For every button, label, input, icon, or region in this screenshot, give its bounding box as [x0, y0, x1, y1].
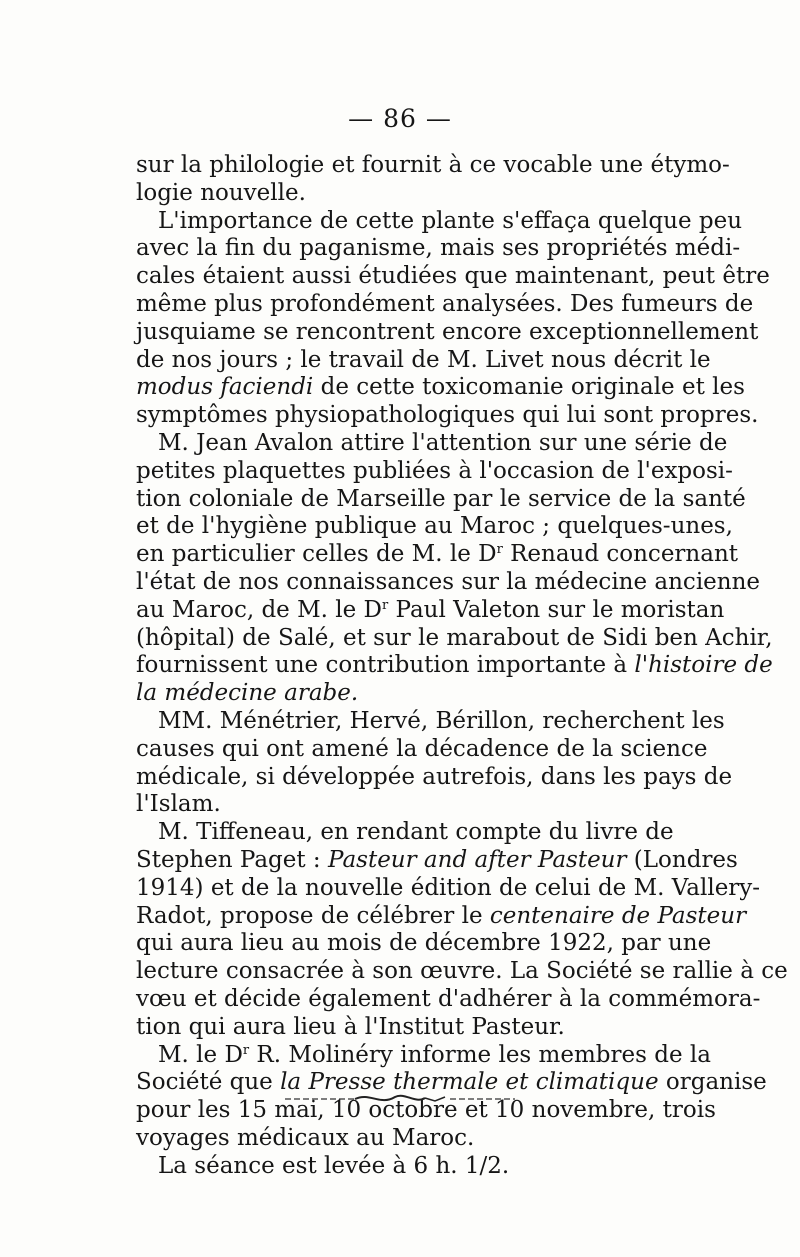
text-line: Stephen Paget : Pasteur and after Pasteur (Londres [136, 846, 738, 873]
text-line: de nos jours ; le travail de M. Livet nous décrit le [136, 346, 711, 373]
text-line: cales étaient aussi étudiées que maintenant, peut être [136, 263, 770, 290]
text-line: pour les 15 mai, 10 octobre et 10 novembre, trois [136, 1097, 716, 1124]
text-line: et de l'hygiène publique au Maroc ; quelques-unes, [136, 513, 733, 540]
text-line: qui aura lieu au mois de décembre 1922, par une [136, 930, 712, 957]
text-line: voyages médicaux au Maroc. [136, 1124, 475, 1151]
text-line: L'importance de cette plante s'effaça quelque peu [158, 207, 743, 234]
text-line: l'état de nos connaissances sur la médecine ancienne [136, 568, 761, 595]
text-line: tion coloniale de Marseille par le service de la santé [136, 485, 746, 512]
text-line: M. Jean Avalon attire l'attention sur une série de [158, 429, 728, 456]
text-line: M. le $D^r$ R. Molinéry informe les membres de la [158, 1041, 711, 1068]
end-ornament [285, 1092, 515, 1106]
body-text [136, 152, 788, 1180]
text-line: vœu et décide également d'adhérer à la commémora- [136, 985, 761, 1012]
text-line: Radot, propose de célébrer le centenaire de Pasteur [136, 902, 747, 929]
text-line: petites plaquettes publiées à l'occasion de l'exposi- [136, 457, 733, 484]
text-line: logie nouvelle. [136, 179, 306, 206]
text-line: lecture consacrée à son œuvre. La Société se rallie à ce [136, 958, 788, 985]
text-line: M. Tiffeneau, en rendant compte du livre de [158, 819, 674, 846]
text-line: symptômes physiopathologiques qui lui sont propres. [136, 402, 759, 429]
text-line: au Maroc, de M. le $D^r$ Paul Valeton sur le moristan [136, 596, 725, 623]
text-line: 1914) et de la nouvelle édition de celui de M. Vallery- [136, 874, 761, 901]
text-line: même plus profondément analysées. Des fumeurs de [136, 290, 754, 317]
text-line: La séance est levée à 6 h. 1/2. [158, 1152, 510, 1179]
text-line: MM. Ménétrier, Hervé, Bérillon, recherchent les [158, 707, 725, 734]
text-line: en particulier celles de M. le $D^r$ Renaud concernant [136, 541, 739, 568]
text-line: médicale, si développée autrefois, dans les pays de [136, 763, 733, 790]
page-number: — 86 — [348, 104, 452, 133]
text-line: l'Islam. [136, 791, 221, 818]
text-line: fournissent une contribution importante à l'histoire de [136, 652, 773, 679]
text-line: tion qui aura lieu à l'Institut Pasteur. [136, 1013, 565, 1040]
text-line: la médecine arabe. [136, 680, 359, 707]
text-line: sur la philologie et fournit à ce vocable une étymo- [136, 152, 730, 178]
text-line: avec la fin du paganisme, mais ses propriétés médi- [136, 235, 741, 262]
text-line: jusquiame se rencontrent encore exceptionnellement [136, 318, 759, 345]
text-line: (hôpital) de Salé, et sur le marabout de Sidi ben Achir, [136, 624, 773, 651]
text-line: modus faciendi de cette toxicomanie originale et les [136, 374, 745, 401]
text-line: causes qui ont amené la décadence de la science [136, 735, 708, 762]
text-line: Société que la Presse thermale et climatique organise [136, 1069, 767, 1096]
